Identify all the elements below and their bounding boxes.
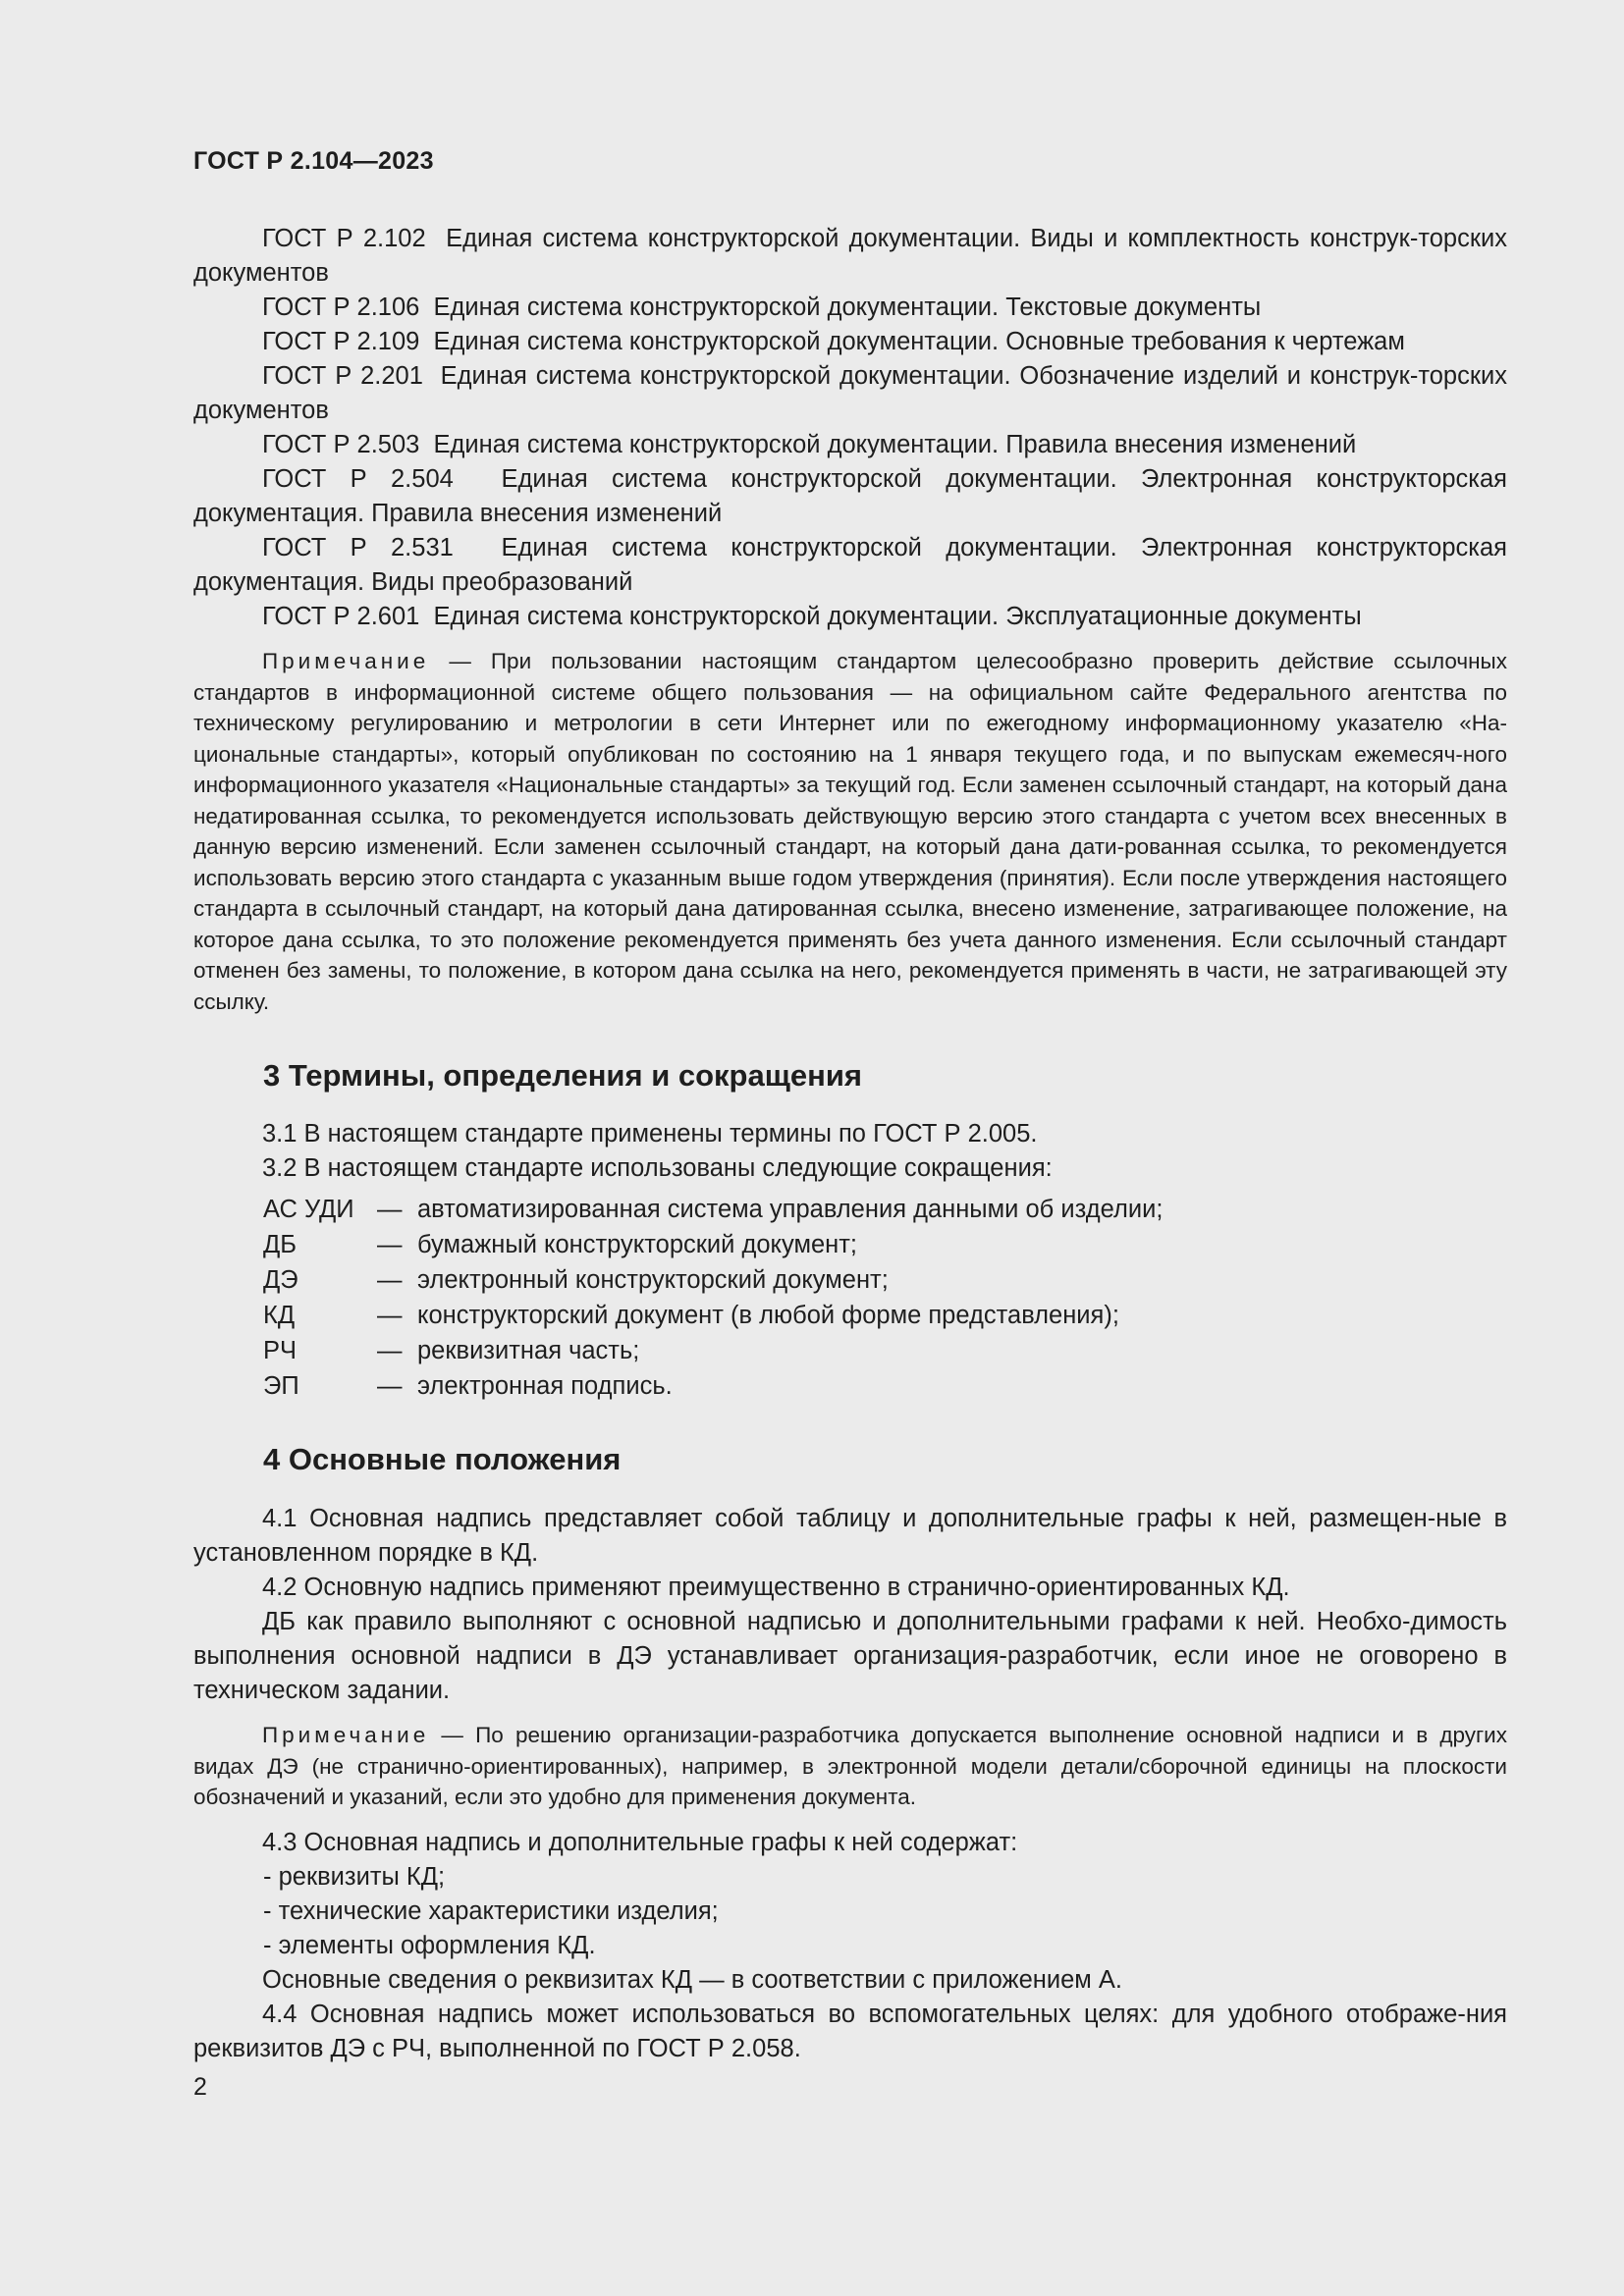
reference-entry	[193, 531, 1507, 600]
abbreviation-term: ЭП	[263, 1372, 299, 1400]
reference-code: ГОСТ Р 2.531	[262, 534, 454, 561]
abbreviation-term: РЧ	[263, 1337, 298, 1364]
abbreviation-term: АС УДИ	[263, 1196, 354, 1223]
reference-entry	[193, 462, 1507, 531]
paragraph-4-2-continuation: ДБ как правило выполняют с основной надписью и дополнительными графами к ней. Необхо-димость выполнения основной надписи в ДЭ устанавливает организация-разработчик, если иное не оговорено в техническом задании.	[193, 1608, 1507, 1704]
abbreviation-dash: —	[377, 1372, 403, 1400]
abbreviation-term: КД	[263, 1302, 296, 1329]
page-number: 2	[193, 2073, 207, 2101]
reference-entry	[193, 291, 1507, 325]
reference-entry	[193, 359, 1507, 428]
document-designation: ГОСТ Р 2.104—2023	[193, 147, 434, 175]
note-text: — При пользовании настоящим стандартом целесообразно проверить действие ссылочных стандартов в информационной системе общего пользования — на официальном сайте Федерального агентства по техническому регулированию и метрологии в сети Интернет или по ежегодному информационному указателю «На-циональные стандарты», который опубликован по состоянию на 1 января текущего года, и по выпускам ежемесяч-ного информационного указателя «Национальные стандарты» за текущий год. Если заменен ссылочный стандарт, на который дана недатированная ссылка, то рекомендуется использовать действующую версию этого стандарта с учетом всех внесенных в данную версию изменений. Если заменен ссылочный стандарт, на который дана дати-рованная ссылка, то рекомендуется использовать версию этого стандарта с указанным выше годом утверждения (принятия). Если после утверждения настоящего стандарта в ссылочный стандарт, на который дана датированная ссылка, внесено изменение, затрагивающее положение, на которое дана ссылка, то это положение рекомендуется применять без учета данного изменения. Если ссылочный стандарт отменен без замены, то положение, в котором дана ссылка на него, рекомендуется применять в части, не затрагивающей эту ссылку.	[193, 649, 1507, 1014]
abbreviation-dash: —	[377, 1337, 403, 1364]
abbreviation-term: ДБ	[263, 1231, 298, 1258]
reference-code: ГОСТ Р 2.504	[262, 465, 454, 493]
note-label: Примечание	[262, 649, 430, 673]
list-item: - технические характеристики изделия;	[263, 1897, 719, 1925]
paragraph-4-4: 4.4 Основная надпись может использоваться во вспомогательных целях: для удобного отображе-ния реквизитов ДЭ с РЧ, выполненной по ГОСТ Р 2.058.	[193, 2001, 1507, 2062]
abbreviation-definition: конструкторский документ (в любой форме представления);	[417, 1302, 1119, 1329]
abbreviation-dash: —	[377, 1196, 403, 1223]
reference-code: ГОСТ Р 2.109	[262, 328, 420, 355]
reference-code: ГОСТ Р 2.601	[262, 603, 420, 630]
list-item: - реквизиты КД;	[263, 1863, 446, 1891]
abbreviation-definition: бумажный конструкторский документ;	[417, 1231, 858, 1258]
reference-code: ГОСТ Р 2.503	[262, 431, 420, 458]
reference-code: ГОСТ Р 2.102	[262, 225, 426, 252]
reference-entry	[193, 428, 1507, 462]
note-paragraph	[193, 646, 1507, 1017]
paragraph-3-1: 3.1 В настоящем стандарте применены термины по ГОСТ Р 2.005.	[262, 1120, 1038, 1148]
paragraph-4-2: 4.2 Основную надпись применяют преимущественно в странично-ориентированных КД.	[262, 1574, 1290, 1601]
reference-title: Единая система конструкторской документации. Виды и комплектность конструк-торских документов	[193, 225, 1507, 287]
paragraph-3-2: 3.2 В настоящем стандарте использованы следующие сокращения:	[262, 1154, 1053, 1182]
reference-title: Единая система конструкторской документации. Обозначение изделий и конструк-торских документов	[193, 362, 1507, 424]
section-3-title: 3 Термины, определения и сокращения	[263, 1058, 862, 1093]
note-text: — По решению организации-разработчика допускается выполнение основной надписи и в других видах ДЭ (не странично-ориентированных), например, в электронной модели детали/сборочной единицы на плоскости обозначений и указаний, если это удобно для применения документа.	[193, 1723, 1507, 1809]
reference-title: Единая система конструкторской документации. Правила внесения изменений	[433, 431, 1357, 458]
reference-code: ГОСТ Р 2.201	[262, 362, 423, 390]
reference-entry	[193, 222, 1507, 291]
reference-title: Единая система конструкторской документации. Эксплуатационные документы	[433, 603, 1362, 630]
reference-title: Единая система конструкторской документации. Электронная конструкторская документация. Правила внесения изменений	[193, 465, 1507, 527]
list-item: - элементы оформления КД.	[263, 1932, 596, 1959]
paragraph-4-3: 4.3 Основная надпись и дополнительные графы к ней содержат:	[262, 1829, 1018, 1856]
abbreviation-term: ДЭ	[263, 1266, 298, 1294]
reference-title: Единая система конструкторской документации. Электронная конструкторская документация. Виды преобразований	[193, 534, 1507, 596]
reference-code: ГОСТ Р 2.106	[262, 294, 420, 321]
abbreviation-dash: —	[377, 1302, 403, 1329]
note-label: Примечание	[262, 1723, 430, 1747]
abbreviation-definition: электронная подпись.	[417, 1372, 673, 1400]
reference-entry	[193, 325, 1507, 359]
abbreviation-dash: —	[377, 1266, 403, 1294]
abbreviation-definition: реквизитная часть;	[417, 1337, 640, 1364]
abbreviation-definition: электронный конструкторский документ;	[417, 1266, 889, 1294]
abbreviation-dash: —	[377, 1231, 403, 1258]
reference-title: Единая система конструкторской документации. Текстовые документы	[433, 294, 1262, 321]
section-4-title: 4 Основные положения	[263, 1442, 622, 1476]
reference-title: Единая система конструкторской документации. Основные требования к чертежам	[433, 328, 1405, 355]
abbreviation-definition: автоматизированная система управления данными об изделии;	[417, 1196, 1164, 1223]
paragraph-4-1: 4.1 Основная надпись представляет собой таблицу и дополнительные графы к ней, размещен-ные в установленном порядке в КД.	[193, 1505, 1507, 1567]
paragraph-4-3-continuation: Основные сведения о реквизитах КД — в соответствии с приложением А.	[262, 1966, 1122, 1994]
reference-entry	[193, 600, 1507, 634]
note-paragraph	[193, 1720, 1507, 1813]
